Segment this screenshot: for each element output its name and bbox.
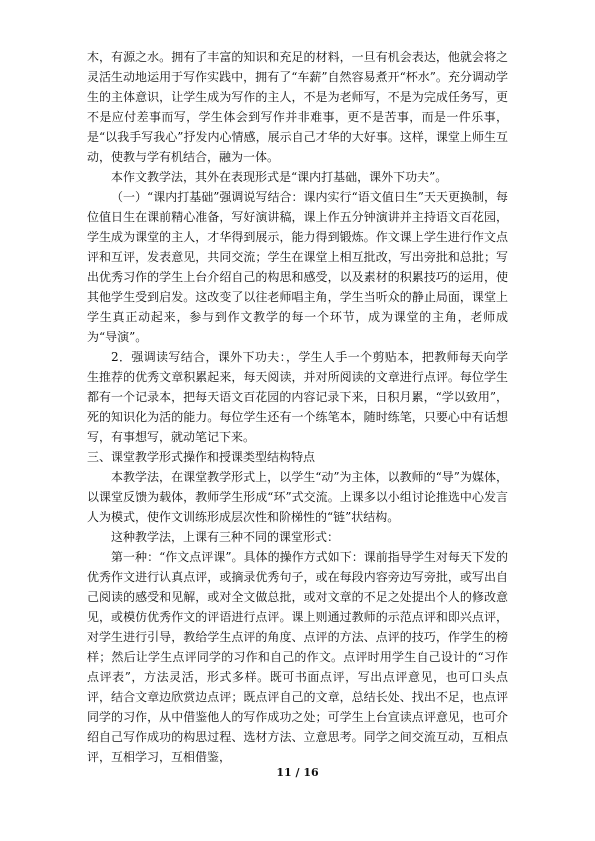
page-number: 11 / 16 [276,766,319,779]
paragraph-1: 木，有源之水。拥有了丰富的知识和充足的材料，一旦有机会表达，他就会将之灵活生动地运用于写作实践中，拥有了“车薪”自然容易煮开“杯水”。充分调动学生的主体意识，让学生成为写作的主人，不是为老师写，不是为完成任务写，更不是应付差事而写，学生体会到写作并非难事，更不是苦事，而是一件乐事，是“以我手写我心”抒发内心情感，展示自己才华的大好事。这样，课堂上师生互动，使教与学有机结合，融为一体。 [87,50,508,164]
body-text [87,47,508,767]
paragraph-6: 这种教学法，上课有三种不同的课堂形式： [111,530,340,544]
section-heading: 三、课堂教学形式操作和授课类型结构特点 [87,450,316,464]
paragraph-4: 2．强调读写结合，课外下功夫：，学生人手一个剪贴本，把教师每天向学生推荐的优秀文章积累起来，每天阅读，并对所阅读的文章进行点评。每位学生都有一个记录本，把每天语文百花园的内容记录下来，日积月累，“学以致用”，死的知识化为活的能力。每位学生还有一个练笔本，随时练笔，只要心中有话想写，有事想写，就动笔记下来。 [87,350,508,444]
paragraph-7: 第一种：“作文点评课”。具体的操作方式如下：课前指导学生对每天下发的优秀作文进行认真点评，或摘录优秀句子，或在每段内容旁边写旁批，或写出自己阅读的感受和见解，或对全文做总批，或对文章的不足之处提出个人的修改意见，或模仿优秀作文的评语进行点评。课上则通过教师的示范点评和即兴点评，对学生进行引导，教给学生点评的角度、点评的方法、点评的技巧，作学生的榜样；然后让学生点评同学的习作和自己的作文。点评时用学生自己设计的“习作点评表”，方法灵活，形式多样。既可书面点评，写出点评意见，也可口头点评，结合文章边欣赏边点评；既点评自己的文章，总结长处、找出不足，也点评同学的习作，从中借鉴他人的写作成功之处；可学生上台宣读点评意见，也可介绍自己写作成功的构思过程、选材方法、立意思考。同学之间交流互动，互相点评，互相学习，互相借鉴， [87,550,508,764]
paragraph-2: 本作文教学法，其外在表现形式是“课内打基础，课外下功夫”。 [111,170,448,184]
paragraph-5: 本教学法，在课堂教学形式上，以学生“动”为主体，以教师的“导”为媒体，以课堂反馈为载体，教师学生形成“环”式交流。上课多以小组讨论推选中心发言人为模式，使作文训练形成层次性和阶梯性的“链”状结构。 [87,470,508,524]
paragraph-3: （一）“课内打基础”强调说写结合：课内实行“语文值日生”天天更换制，每位值日生在课前精心准备，写好演讲稿，课上作五分钟演讲并主持语文百花园，学生成为课堂的主人，才华得到展示，能力得到锻炼。作文课上学生进行作文点评和互评，发表意见，共同交流；学生在课堂上相互批改，写出旁批和总批；写出优秀习作的学生上台介绍自己的构思和感受，以及素材的积累技巧的运用，使其他学生受到启发。这改变了以往老师唱主角，学生当听众的静止局面，课堂上学生真正动起来，参与到作文教学的每一个环节，成为课堂的主角，老师成为“导演”。 [87,190,508,344]
